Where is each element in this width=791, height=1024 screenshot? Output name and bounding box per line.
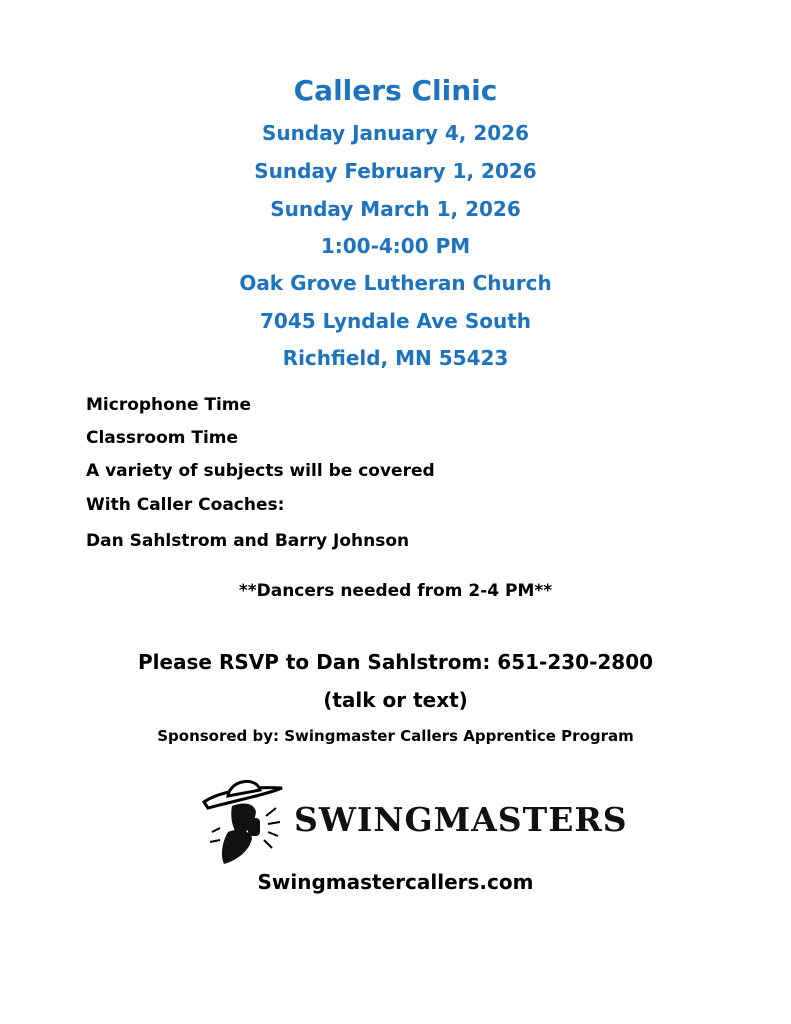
venue-city: Richfield, MN 55423 <box>282 346 509 370</box>
detail-microphone-time: Microphone Time <box>86 395 252 415</box>
time-line: 1:00-4:00 PM <box>320 234 471 258</box>
logo-wordmark: SWINGMASTERS <box>294 800 628 839</box>
detail-coaches-names: Dan Sahlstrom and Barry Johnson <box>86 531 410 551</box>
venue-name: Oak Grove Lutheran Church <box>239 271 552 295</box>
detail-classroom-time: Classroom Time <box>86 428 239 448</box>
rsvp-note: (talk or text) <box>323 688 468 712</box>
detail-subjects: A variety of subjects will be covered <box>86 461 435 481</box>
cowboy-caller-icon <box>198 772 298 868</box>
rsvp-line: Please RSVP to Dan Sahlstrom: 651-230-2800 <box>137 650 654 674</box>
date-line-2: Sunday February 1, 2026 <box>254 159 537 183</box>
website-url: Swingmastercallers.com <box>257 870 534 894</box>
page-title: Callers Clinic <box>293 74 498 107</box>
dancers-needed-note: **Dancers needed from 2-4 PM** <box>238 581 553 601</box>
date-line-1: Sunday January 4, 2026 <box>262 121 529 145</box>
detail-coaches-heading: With Caller Coaches: <box>86 495 285 515</box>
sponsor-line: Sponsored by: Swingmaster Callers Apprentice Program <box>157 727 634 745</box>
swingmasters-logo <box>198 772 638 868</box>
venue-street: 7045 Lyndale Ave South <box>260 309 531 333</box>
date-line-3: Sunday March 1, 2026 <box>270 197 521 221</box>
